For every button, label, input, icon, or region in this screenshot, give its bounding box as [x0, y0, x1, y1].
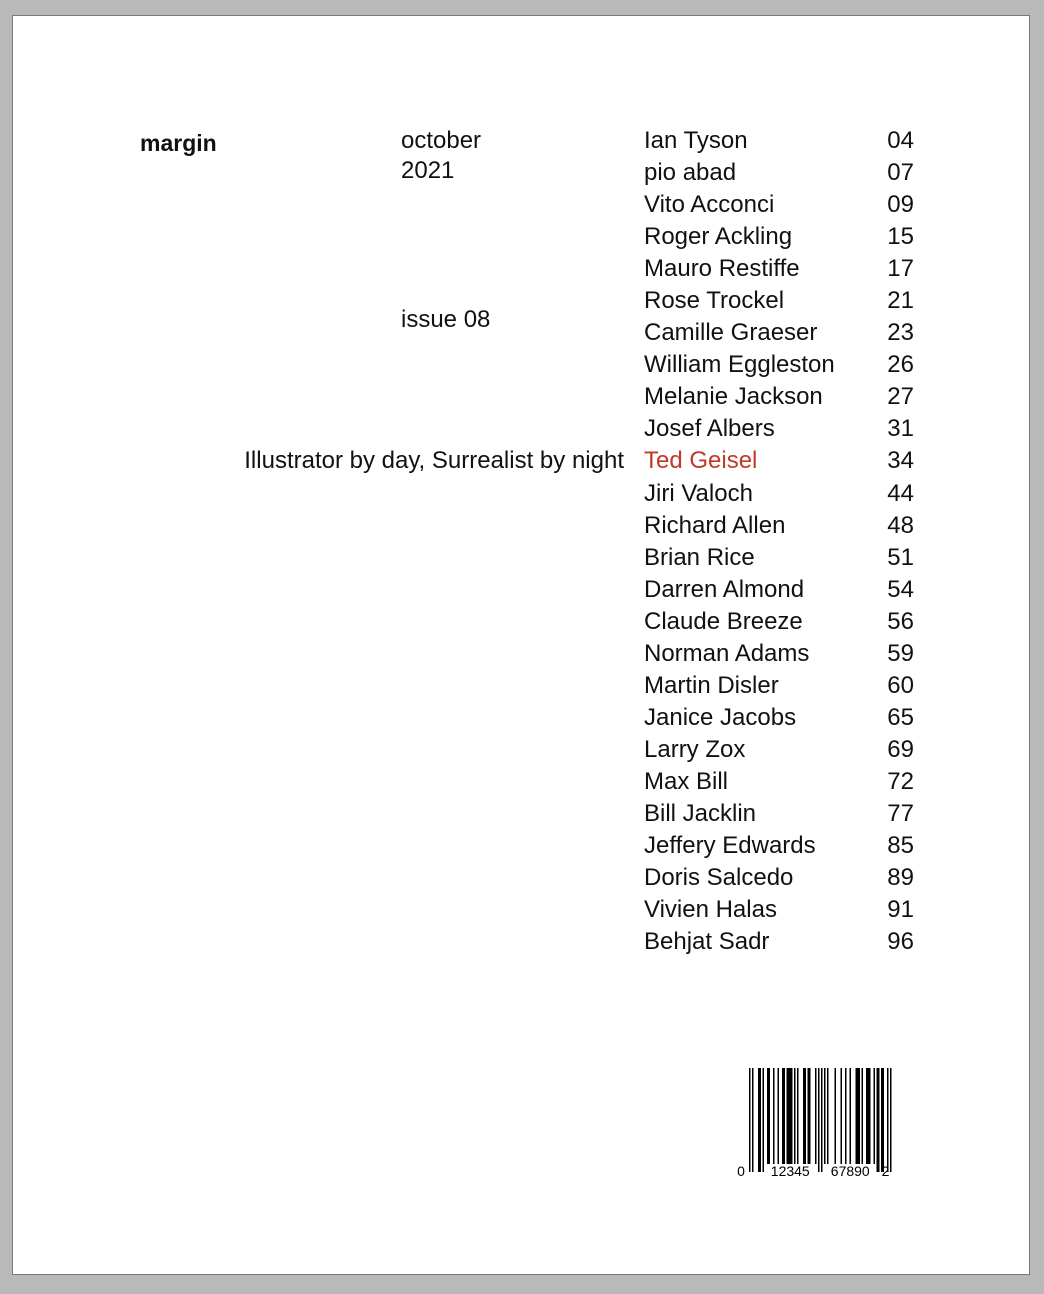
- toc-page-number: 59: [887, 639, 914, 667]
- toc-entry: [644, 414, 914, 446]
- barcode: [733, 1068, 903, 1178]
- toc-artist-name: Mauro Restiffe: [644, 255, 800, 283]
- issue-year: 2021: [401, 157, 455, 184]
- toc-entry: [644, 767, 914, 799]
- barcode-bar: [767, 1068, 770, 1164]
- toc-page-number: 51: [887, 543, 914, 571]
- toc-entry: [644, 607, 914, 639]
- toc-page-number: 21: [887, 287, 914, 315]
- toc-entry: [644, 126, 914, 158]
- toc-page-number: 60: [887, 671, 914, 699]
- toc-artist-name: Ted Geisel: [644, 447, 758, 475]
- barcode-bar: [841, 1068, 843, 1164]
- barcode-digits: 2: [881, 1163, 890, 1178]
- toc-entry: [644, 735, 914, 767]
- toc-entry: [644, 831, 914, 863]
- barcode-bar: [866, 1068, 871, 1164]
- toc-entry: [644, 703, 914, 735]
- toc-artist-name: Brian Rice: [644, 543, 755, 571]
- toc-entry: [644, 318, 914, 350]
- barcode-bar: [815, 1068, 817, 1164]
- toc-page-number: 89: [887, 864, 914, 892]
- toc-entry: [644, 543, 914, 575]
- issue-date: [401, 126, 481, 186]
- toc-page-number: 07: [887, 159, 914, 187]
- toc-page-number: 26: [887, 351, 914, 379]
- barcode-bar: [874, 1068, 876, 1164]
- barcode-bar: [835, 1068, 837, 1164]
- toc-artist-name: Camille Graeser: [644, 319, 818, 347]
- toc-page-number: 27: [887, 383, 914, 411]
- toc-artist-name: Rose Trockel: [644, 287, 785, 315]
- toc-page-number: 48: [887, 511, 914, 539]
- toc-page-number: 44: [887, 479, 914, 507]
- toc-entry: [644, 254, 914, 286]
- toc-entry: [644, 350, 914, 382]
- barcode-bar: [824, 1068, 826, 1164]
- barcode-bar: [821, 1068, 823, 1172]
- toc-entry: [644, 511, 914, 543]
- toc-artist-name: Norman Adams: [644, 639, 810, 667]
- barcode-bar: [890, 1068, 892, 1172]
- barcode-bar: [887, 1068, 889, 1172]
- toc-artist-name: Janice Jacobs: [644, 703, 797, 731]
- issue-month: october: [401, 127, 482, 154]
- toc-page-number: 69: [887, 735, 914, 763]
- barcode-bar: [787, 1068, 793, 1164]
- toc-artist-name: Bill Jacklin: [644, 799, 757, 827]
- toc-entry: [644, 927, 914, 959]
- barcode-bar: [818, 1068, 820, 1172]
- toc-page-number: 04: [887, 127, 914, 154]
- toc-artist-name: Ian Tyson: [644, 127, 748, 154]
- barcode-bar: [763, 1068, 765, 1172]
- toc-artist-name: William Eggleston: [644, 351, 835, 379]
- toc-page-number: 34: [887, 447, 914, 475]
- toc-artist-name: Vito Acconci: [644, 191, 775, 219]
- toc-entry: [644, 863, 914, 895]
- barcode-bar: [758, 1068, 761, 1172]
- toc-entry: [644, 639, 914, 671]
- toc-artist-name: Darren Almond: [644, 575, 805, 603]
- toc-page-number: 56: [887, 607, 914, 635]
- toc-page-number: 77: [887, 799, 914, 827]
- toc-artist-name: Larry Zox: [644, 735, 746, 763]
- toc-entry: [644, 222, 914, 254]
- magazine-page: [12, 15, 1030, 1275]
- barcode-bar: [808, 1068, 811, 1164]
- toc-artist-name: Max Bill: [644, 767, 729, 795]
- toc-entry: [644, 382, 914, 414]
- barcode-digits: 0: [737, 1163, 745, 1178]
- toc-artist-name: Vivien Halas: [644, 896, 777, 924]
- toc-entry: [644, 158, 914, 190]
- toc-page-number: 31: [887, 415, 914, 443]
- toc-entry: [644, 671, 914, 703]
- magazine-title: margin: [140, 130, 217, 156]
- toc-page-number: 54: [887, 575, 914, 603]
- barcode-bar: [881, 1068, 884, 1172]
- toc-artist-name: Roger Ackling: [644, 223, 793, 251]
- issue-number: issue 08: [401, 306, 491, 333]
- toc-page-number: 72: [887, 767, 914, 795]
- barcode-bar: [794, 1068, 796, 1164]
- toc-page-number: 17: [887, 255, 914, 283]
- toc-artist-name: Josef Albers: [644, 415, 775, 443]
- barcode-bar: [862, 1068, 864, 1164]
- toc-entry: [644, 799, 914, 831]
- toc-entry: [644, 479, 914, 511]
- toc-entry: [644, 190, 914, 222]
- toc-artist-name: Melanie Jackson: [644, 383, 823, 411]
- barcode-bar: [877, 1068, 880, 1172]
- toc-artist-name: Richard Allen: [644, 511, 786, 539]
- toc-page-number: 15: [887, 223, 914, 251]
- toc-artist-name: Jiri Valoch: [644, 479, 753, 507]
- barcode-bar: [797, 1068, 799, 1164]
- toc-entry: [644, 575, 914, 607]
- toc-artist-name: Doris Salcedo: [644, 864, 794, 892]
- toc-entry: [644, 286, 914, 318]
- toc-entry: [644, 895, 914, 927]
- toc-page-number: 91: [887, 896, 914, 924]
- barcode-bar: [749, 1068, 751, 1172]
- barcode-bar: [827, 1068, 829, 1164]
- toc-artist-name: pio abad: [644, 159, 737, 187]
- toc-page-number: 09: [887, 191, 914, 219]
- barcode-bar: [845, 1068, 847, 1164]
- feature-tagline: Illustrator by day, Surrealist by night: [244, 447, 624, 474]
- barcode-bar: [752, 1068, 754, 1172]
- barcode-bar: [856, 1068, 861, 1164]
- toc-artist-name: Jeffery Edwards: [644, 832, 816, 860]
- barcode-digits: 12345: [770, 1163, 810, 1178]
- toc-page-number: 96: [887, 928, 914, 956]
- toc-page-number: 65: [887, 703, 914, 731]
- toc-artist-name: Claude Breeze: [644, 607, 803, 635]
- toc-entry: [644, 446, 914, 478]
- barcode-bar: [778, 1068, 780, 1164]
- toc-page-number: 23: [887, 319, 914, 347]
- toc-page-number: 85: [887, 832, 914, 860]
- barcode-bar: [773, 1068, 775, 1164]
- toc-artist-name: Martin Disler: [644, 671, 779, 699]
- table-of-contents: [644, 126, 914, 959]
- toc-artist-name: Behjat Sadr: [644, 928, 770, 956]
- barcode-bar: [782, 1068, 785, 1164]
- barcode-bar: [803, 1068, 806, 1164]
- barcode-bar: [850, 1068, 852, 1164]
- barcode-digits: 67890: [830, 1163, 870, 1178]
